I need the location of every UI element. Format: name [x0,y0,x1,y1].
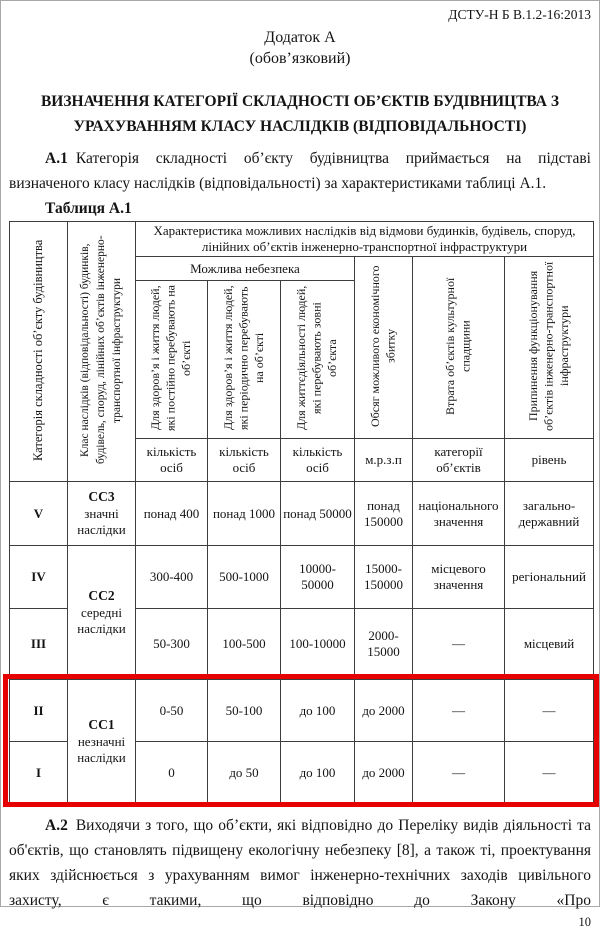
table-a1 [9,221,594,804]
data-cell: 2000-15000 [355,609,413,680]
data-cell: 0-50 [136,680,208,742]
data-cell: загально-державний [505,482,594,546]
paragraph-a1-label: А.1 [45,150,68,167]
annex-title: Додаток А [264,29,336,46]
table-a1-wrapper [9,221,593,804]
table-row-ii [10,680,594,742]
data-cell: — [413,609,505,680]
class-cell-cc3 [68,482,136,546]
data-cell: 15000-150000 [355,546,413,609]
header-health-permanent-rotated-label: Для здоров’я і життя людей, які постійно перебувають на об’єкті [148,284,194,431]
data-cell: до 100 [281,680,355,742]
header-life-outside-rotated-label: Для життєдіяльності людей, які перебувають зовні об’єкта [294,285,340,430]
unit-cell-persons-2: кількість осіб [208,439,281,482]
header-cell-health-periodic [208,281,281,439]
class-cell-cc2 [68,546,136,680]
paragraph-a2 [9,813,591,913]
data-cell: — [505,742,594,804]
header-cell-heritage-loss [413,257,505,439]
data-cell: до 2000 [355,680,413,742]
data-cell: до 100 [281,742,355,804]
annex-subtitle: (обов’язковий) [249,50,351,67]
data-cell: 50-100 [208,680,281,742]
header-cell-consequence-class [68,222,136,482]
data-cell: — [505,680,594,742]
paragraph-a1 [9,146,591,196]
header-cell-infrastructure-stop [505,257,594,439]
doc-number: ДСТУ-Н Б В.1.2-16:2013 [448,7,591,22]
data-cell: 0 [136,742,208,804]
class-code-cc1: СС1 [88,717,115,733]
header-cell-health-permanent [136,281,208,439]
header-category-rotated-label: Категорія складності об’єкту будівництва [31,238,46,461]
paragraph-a1-text: Категорія складності об’єкту будівництва приймається на підставі визначеного класу наслідків (відповідальності) за характеристиками таблиці А.1. [9,150,591,192]
table-row-v [10,482,594,546]
data-cell: до 2000 [355,742,413,804]
class-code-cc2: СС2 [88,588,115,604]
category-cell-iv: IV [10,546,68,609]
unit-cell-persons-3: кількість осіб [281,439,355,482]
data-cell: понад 150000 [355,482,413,546]
paragraph-a2-label: А.2 [45,817,68,834]
class-code-cc3: СС3 [88,489,115,505]
header-cell-category [10,222,68,482]
header-cell-possible-danger: Можлива небезпека [136,257,355,281]
data-cell: понад 50000 [281,482,355,546]
header-heritage-loss-rotated-label: Втрата об’єктів культурної спадщини [442,276,473,415]
main-title: ВИЗНАЧЕННЯ КАТЕГОРІЇ СКЛАДНОСТІ ОБ’ЄКТІВ БУДІВНИЦТВА З УРАХУВАННЯМ КЛАСУ НАСЛІДКІВ (ВІДПОВІДАЛЬНОСТІ) [40,93,560,135]
header-consequence-class-rotated-label: Клас наслідків (відповідальності) будинків, будівель, споруд, лінійних об’єктів інженерно-транспортної інфраструктури [79,235,124,464]
header-cell-economic-loss [355,257,413,439]
class-label-cc3: значні наслідки [77,505,126,537]
data-cell: 100-500 [208,609,281,680]
class-label-cc1: незначні наслідки [77,733,126,765]
data-cell: — [413,742,505,804]
data-cell: понад 400 [136,482,208,546]
class-cell-cc1 [68,680,136,804]
category-cell-iii: III [10,609,68,680]
data-cell: національного значення [413,482,505,546]
paragraph-a2-text: Виходячи з того, що об’єкти, які відповідно до Переліку видів діяльності та об'єктів, що становлять підвищену екологічну небезпеку [8], а також ті, проектування яких здійснюється з урахуванням вимог інженерно-технічних заходів цивільного захисту, є такими, що відповідно до Закону «Про [9,817,591,909]
header-infrastructure-stop-rotated-label: Припинення функціонування об’єктів інженерно-транспортної інфраструктури [525,260,571,431]
unit-cell-wage: м.р.з.п [355,439,413,482]
category-cell-v: V [10,482,68,546]
data-cell: місцевий [505,609,594,680]
data-cell: до 50 [208,742,281,804]
data-cell: місцевого значення [413,546,505,609]
header-economic-loss-rotated-label: Обсяг можливого економічного збитку [367,264,398,427]
data-cell: — [413,680,505,742]
class-label-cc2: середні наслідки [77,604,126,636]
unit-cell-persons-1: кількість осіб [136,439,208,482]
header-health-periodic-rotated-label: Для здоров’я і життя людей, які періодично перебувають на об’єкті [220,285,266,430]
category-cell-i: I [10,742,68,804]
header-cell-characteristics: Характеристика можливих наслідків від відмови будинків, будівель, споруд, лінійних об’єктів інженерно-транспортної інфраструктури [136,222,594,257]
page-number: 10 [578,915,591,929]
data-cell: 50-300 [136,609,208,680]
table-caption: Таблиця А.1 [45,200,132,217]
table-row-iv [10,546,594,609]
data-cell: 10000-50000 [281,546,355,609]
category-cell-ii: II [10,680,68,742]
data-cell: 500-1000 [208,546,281,609]
data-cell: понад 1000 [208,482,281,546]
header-cell-life-outside [281,281,355,439]
data-cell: 100-10000 [281,609,355,680]
unit-cell-level: рівень [505,439,594,482]
data-cell: 300-400 [136,546,208,609]
unit-cell-object-categories: категорії об’єктів [413,439,505,482]
data-cell: регіональний [505,546,594,609]
